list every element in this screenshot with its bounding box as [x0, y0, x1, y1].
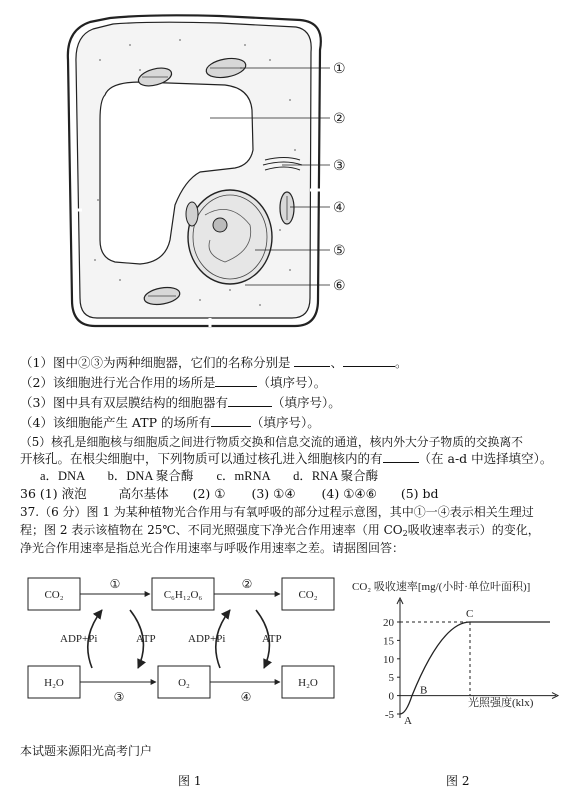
cell-label-3: ③ — [333, 158, 346, 174]
question-37-line-3: 净光合作用速率是指总光合作用速率与呼吸作用速率之差。请据图回答： — [20, 541, 405, 555]
cell-label-2: ② — [333, 111, 346, 127]
cell-label-5: ⑤ — [333, 243, 346, 259]
question-37-line-1: 37.（6 分）图 1 为某种植物光合作用与有氧呼吸的部分过程示意图，其中①一④表示相关生理过 — [20, 505, 534, 519]
blank-q3[interactable] — [228, 394, 272, 407]
question-5-line-1: （5）核孔是细胞核与细胞质之间进行物质交换和信息交流的通道，核内外大分子物质的交换离不 — [20, 435, 523, 449]
question-2: （2）该细胞进行光合作用的场所是 （填序号）。 — [20, 375, 327, 390]
adp-pi-right: ADP+Pi — [188, 633, 226, 645]
blank-q4[interactable] — [211, 414, 251, 427]
plant-cell-diagram — [0, 0, 562, 345]
mitochondrion — [186, 202, 198, 226]
y-tick-label: 15 — [383, 635, 394, 648]
process-label-1: ① — [109, 577, 121, 591]
atp-right: ATP — [262, 633, 282, 645]
figure-2-chart — [350, 574, 560, 724]
blank-q1a[interactable] — [294, 354, 330, 367]
chart-xlabel: 光照强度(klx) — [468, 697, 534, 709]
figure-2-caption: 图 2 — [446, 774, 470, 788]
point-label-c: C — [466, 608, 474, 620]
box-o2: O₂ — [178, 677, 190, 689]
question-1: （1）图中②③为两种细胞器，它们的名称分别是 、 。 — [20, 355, 408, 370]
box-glucose: C₆H₁₂O₆ — [163, 589, 203, 601]
question-4: （4）该细胞能产生 ATP 的场所有 （填序号）。 — [20, 415, 320, 430]
y-tick-label: 0 — [388, 690, 394, 703]
adp-pi-left: ADP+Pi — [60, 633, 98, 645]
process-label-3: ③ — [113, 690, 125, 704]
chart-ticks — [383, 617, 400, 721]
figure-1-diagram — [20, 568, 340, 708]
point-label-a: A — [404, 715, 412, 724]
question-37-line-2: 程；图 2 表示该植物在 25℃、不同光照强度下净光合作用速率（用 $CO_2$吸收速率表示）的变化， — [20, 523, 540, 538]
blank-q2[interactable] — [215, 374, 257, 387]
process-label-4: ④ — [240, 690, 252, 704]
cell-label-4: ④ — [333, 200, 346, 216]
point-label-b: B — [420, 684, 428, 697]
y-tick-label: -5 — [384, 709, 394, 721]
answer-36: 36 (1) 液泡 高尔基体 (2) ① (3) ①④ (4) ①④⑥ (5) bd — [20, 486, 439, 501]
question-3: （3）图中具有双层膜结构的细胞器有 （填序号）。 — [20, 395, 341, 410]
blank-q1b[interactable] — [343, 354, 395, 367]
cell-label-6: ⑥ — [333, 278, 346, 294]
box-co2-right: CO₂ — [298, 589, 318, 601]
box-h2o-left: H₂O — [44, 677, 64, 689]
blank-q5[interactable] — [383, 450, 419, 463]
cell-label-1: ① — [333, 61, 346, 77]
source-note: 本试题来源阳光高考门户 — [20, 744, 153, 758]
chart-title: CO₂ 吸收速率[mg/(小时·单位叶面积)] — [352, 581, 531, 593]
figure-1-caption: 图 1 — [178, 774, 202, 788]
process-label-2: ② — [241, 577, 253, 591]
box-h2o-right: H₂O — [298, 677, 318, 689]
question-5-line-2: 开核孔。在根尖细胞中，下列物质可以通过核孔进入细胞核内的有 （在 a-d 中选择填空）。 — [20, 451, 553, 466]
question-5-options: a．DNA b．DNA 聚合酶 c．mRNA d．RNA 聚合酶 — [40, 469, 379, 483]
atp-left: ATP — [136, 633, 156, 645]
box-co2-left: CO₂ — [44, 589, 64, 601]
y-tick-label: 5 — [388, 672, 394, 685]
y-tick-label: 10 — [383, 653, 394, 666]
nucleus — [188, 190, 272, 284]
y-tick-label: 20 — [383, 617, 394, 629]
